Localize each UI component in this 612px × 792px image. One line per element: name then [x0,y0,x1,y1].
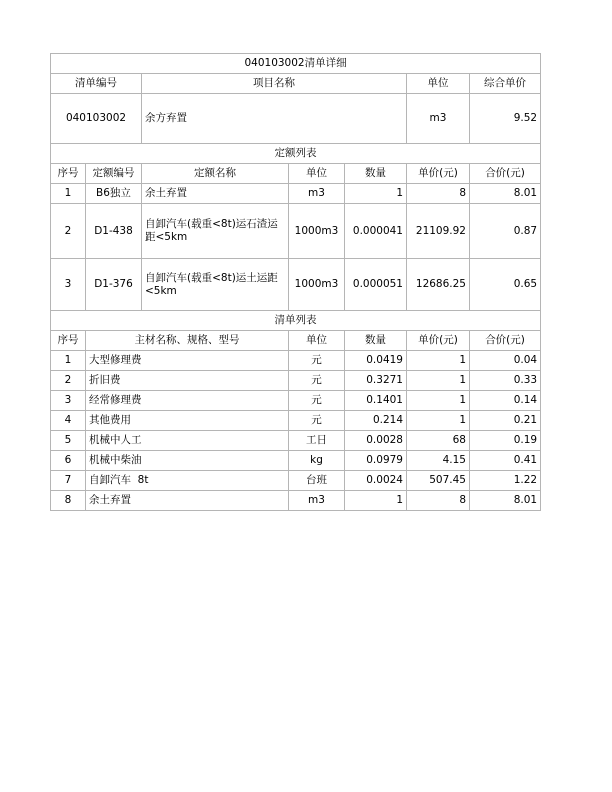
material-col-no: 序号 [51,331,86,351]
material-row [51,391,541,411]
quota-row [51,204,541,259]
material-qty: 0.1401 [345,391,407,411]
quota-price: 21109.92 [407,204,470,259]
material-no: 1 [51,351,86,371]
material-price: 68 [407,431,470,451]
material-total: 0.41 [470,451,541,471]
material-qty: 0.0028 [345,431,407,451]
material-unit: 工日 [289,431,345,451]
quota-col-total: 合价(元) [470,164,541,184]
material-name: 机械中柴油 [86,451,289,471]
quota-unit: 1000m3 [289,204,345,259]
material-header-row [51,331,541,351]
quota-col-qty: 数量 [345,164,407,184]
quota-name: 自卸汽车(载重<8t)运土运距<5km [142,259,289,311]
material-no: 7 [51,471,86,491]
quota-qty: 1 [345,184,407,204]
material-price: 1 [407,371,470,391]
quota-no: 3 [51,259,86,311]
material-price: 1 [407,351,470,371]
material-unit: 元 [289,371,345,391]
quota-row [51,184,541,204]
material-row [51,491,541,511]
quota-qty: 0.000041 [345,204,407,259]
material-name: 机械中人工 [86,431,289,451]
material-row [51,451,541,471]
material-col-unit: 单位 [289,331,345,351]
code-header: 清单编号 [51,74,142,94]
quota-code: B6独立 [86,184,142,204]
item-price: 9.52 [470,94,541,144]
item-name: 余方弃置 [142,94,407,144]
material-row [51,411,541,431]
name-header: 项目名称 [142,74,407,94]
price-header: 综合单价 [470,74,541,94]
quota-total: 8.01 [470,184,541,204]
quota-qty: 0.000051 [345,259,407,311]
quota-price: 8 [407,184,470,204]
quota-section-row [51,144,541,164]
material-price: 8 [407,491,470,511]
quota-no: 1 [51,184,86,204]
material-row [51,351,541,371]
material-qty: 0.0979 [345,451,407,471]
material-price: 1 [407,391,470,411]
quota-unit: 1000m3 [289,259,345,311]
material-name: 余土弃置 [86,491,289,511]
material-row [51,371,541,391]
material-section-row [51,311,541,331]
quota-col-price: 单价(元) [407,164,470,184]
material-name: 其他费用 [86,411,289,431]
material-qty: 0.214 [345,411,407,431]
quota-code: D1-438 [86,204,142,259]
material-no: 5 [51,431,86,451]
material-name: 大型修理费 [86,351,289,371]
quota-no: 2 [51,204,86,259]
material-row [51,431,541,451]
material-unit: 元 [289,391,345,411]
material-col-total: 合价(元) [470,331,541,351]
material-no: 4 [51,411,86,431]
material-total: 1.22 [470,471,541,491]
item-code: 040103002 [51,94,142,144]
material-total: 0.19 [470,431,541,451]
table-title: 040103002清单详细 [51,54,541,74]
material-total: 0.21 [470,411,541,431]
item-unit: m3 [407,94,470,144]
quota-total: 0.65 [470,259,541,311]
material-total: 0.04 [470,351,541,371]
material-name: 折旧费 [86,371,289,391]
quota-col-name: 定额名称 [142,164,289,184]
material-no: 2 [51,371,86,391]
quota-unit: m3 [289,184,345,204]
material-no: 6 [51,451,86,471]
item-row [51,94,541,144]
material-total: 0.33 [470,371,541,391]
header-row [51,74,541,94]
quota-code: D1-376 [86,259,142,311]
material-col-qty: 数量 [345,331,407,351]
material-name: 经常修理费 [86,391,289,411]
material-col-name: 主材名称、规格、型号 [86,331,289,351]
material-no: 3 [51,391,86,411]
quota-total: 0.87 [470,204,541,259]
bill-detail-table [50,53,541,511]
material-unit: 台班 [289,471,345,491]
material-qty: 1 [345,491,407,511]
material-total: 0.14 [470,391,541,411]
material-section-title: 清单列表 [51,311,541,331]
material-name: 自卸汽车 8t [86,471,289,491]
quota-col-unit: 单位 [289,164,345,184]
material-qty: 0.0419 [345,351,407,371]
quota-section-title: 定额列表 [51,144,541,164]
quota-col-code: 定额编号 [86,164,142,184]
material-no: 8 [51,491,86,511]
material-col-price: 单价(元) [407,331,470,351]
quota-price: 12686.25 [407,259,470,311]
quota-name: 余土弃置 [142,184,289,204]
material-price: 4.15 [407,451,470,471]
quota-name: 自卸汽车(载重<8t)运石渣运距<5km [142,204,289,259]
material-price: 507.45 [407,471,470,491]
material-unit: 元 [289,411,345,431]
material-price: 1 [407,411,470,431]
quota-header-row [51,164,541,184]
material-unit: 元 [289,351,345,371]
material-unit: kg [289,451,345,471]
material-unit: m3 [289,491,345,511]
material-total: 8.01 [470,491,541,511]
unit-header: 单位 [407,74,470,94]
title-row [51,54,541,74]
quota-row [51,259,541,311]
material-row [51,471,541,491]
material-qty: 0.0024 [345,471,407,491]
material-qty: 0.3271 [345,371,407,391]
quota-col-no: 序号 [51,164,86,184]
